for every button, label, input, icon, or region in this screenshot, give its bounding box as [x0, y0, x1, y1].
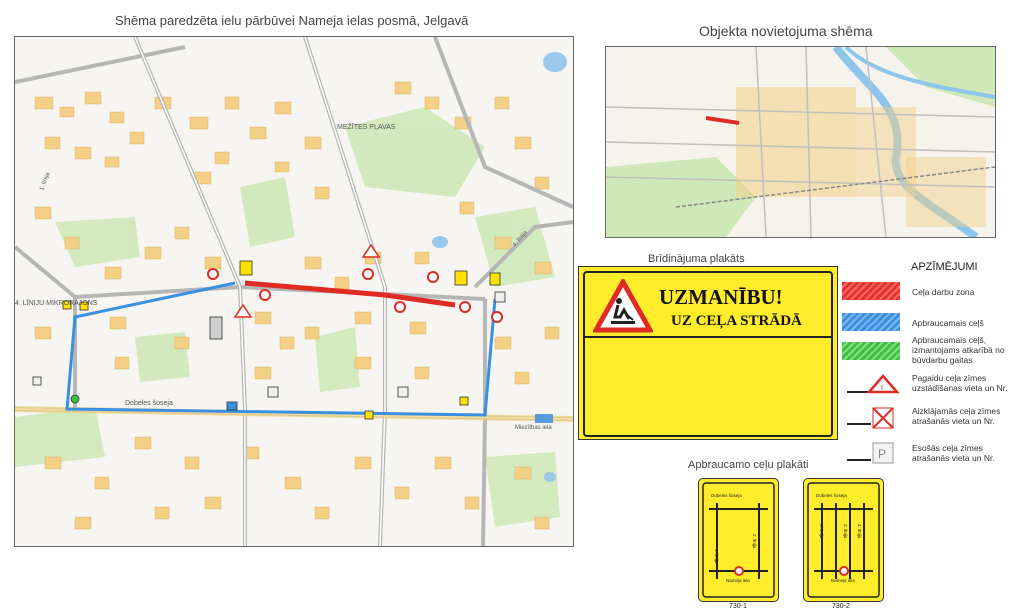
poster-730-1-code: 730-1 [729, 603, 747, 610]
label-linija-1: 1. līnija [39, 171, 52, 192]
legend-label-covered-sign: Aizklājamās ceļa zīmes atrašanās vieta un Nr. [912, 406, 1001, 426]
legend-label-detour-optional: Apbraucamais ceļš, izmantojams atkarībā no būvdarbu gaitas [912, 335, 1005, 365]
legend-swatch-detour-optional [842, 342, 900, 360]
poster-730-1-right-label: 2. līnija [752, 534, 757, 549]
existing-sign-icon [845, 440, 905, 466]
label-linija-4: 4. līnija [511, 229, 529, 249]
poster-730-1-left-label: 1. līnija [714, 549, 719, 564]
detour-poster-730-2 [803, 478, 884, 602]
warning-poster [578, 266, 838, 440]
poster-730-2-mid-label: 2. līnija [843, 524, 848, 539]
label-dobeles-soseja: Dobeles šoseja [125, 400, 173, 407]
legend-title: APZĪMĒJUMI [911, 261, 978, 273]
poster-730-1-bottom-label: Nameja iela [726, 578, 750, 583]
legend-label-temporary-sign: Pagaidu ceļa zīmes uzstādīšanas vieta un Nr. [912, 373, 1008, 393]
poster-730-2-code: 730-2 [832, 603, 850, 610]
main-map[interactable] [14, 36, 574, 547]
temporary-sign-icon [845, 372, 905, 396]
svg-text:P: P [878, 447, 887, 461]
main-map-canvas [15, 37, 573, 546]
roadwork-triangle-icon [593, 279, 653, 333]
main-map-title: Shēma paredzēta ielu pārbūvei Nameja ielas posmā, Jelgavā [115, 13, 469, 28]
legend-label-work-zone: Ceļa darbu zona [912, 287, 975, 297]
legend-swatch-work-zone [842, 282, 900, 300]
legend-swatch-detour [842, 313, 900, 331]
label-mikrorajons: 4. LĪNIJU MIKRORAJONS [15, 300, 98, 307]
covered-sign-icon [845, 404, 905, 430]
detour-posters-title: Apbraucamo ceļu plakāti [688, 459, 809, 471]
label-mezites-plavas: MEŽĪTES PĻAVAS [337, 124, 396, 131]
warning-line-2: UZ CEĻA STRĀDĀ [671, 313, 802, 329]
overview-map[interactable] [605, 46, 996, 238]
poster-730-2-left-label: 1. līnija [819, 524, 824, 539]
poster-730-2-right-label: 4. līnija [857, 524, 862, 539]
label-miezitbas-iela: Miezītbas iela [515, 425, 552, 431]
overview-map-canvas [606, 47, 995, 237]
warning-poster-divider [584, 336, 832, 338]
overview-map-title: Objekta novietojuma shēma [699, 23, 873, 39]
warning-poster-title: Brīdinājuma plakāts [648, 253, 745, 265]
poster-730-1-top-label: Dobeles šoseja [711, 493, 742, 498]
poster-730-2-top-label: Dobeles šoseja [816, 493, 847, 498]
poster-730-2-bottom-label: Nameja iela [831, 578, 855, 583]
svg-text:!: ! [881, 385, 883, 392]
legend-label-detour: Apbraucamais ceļš [912, 318, 984, 328]
warning-line-1: UZMANĪBU! [659, 285, 783, 309]
detour-poster-730-1 [698, 478, 779, 602]
legend-label-existing-sign: Esošās ceļa zīmes atrašanās vieta un Nr. [912, 443, 995, 463]
